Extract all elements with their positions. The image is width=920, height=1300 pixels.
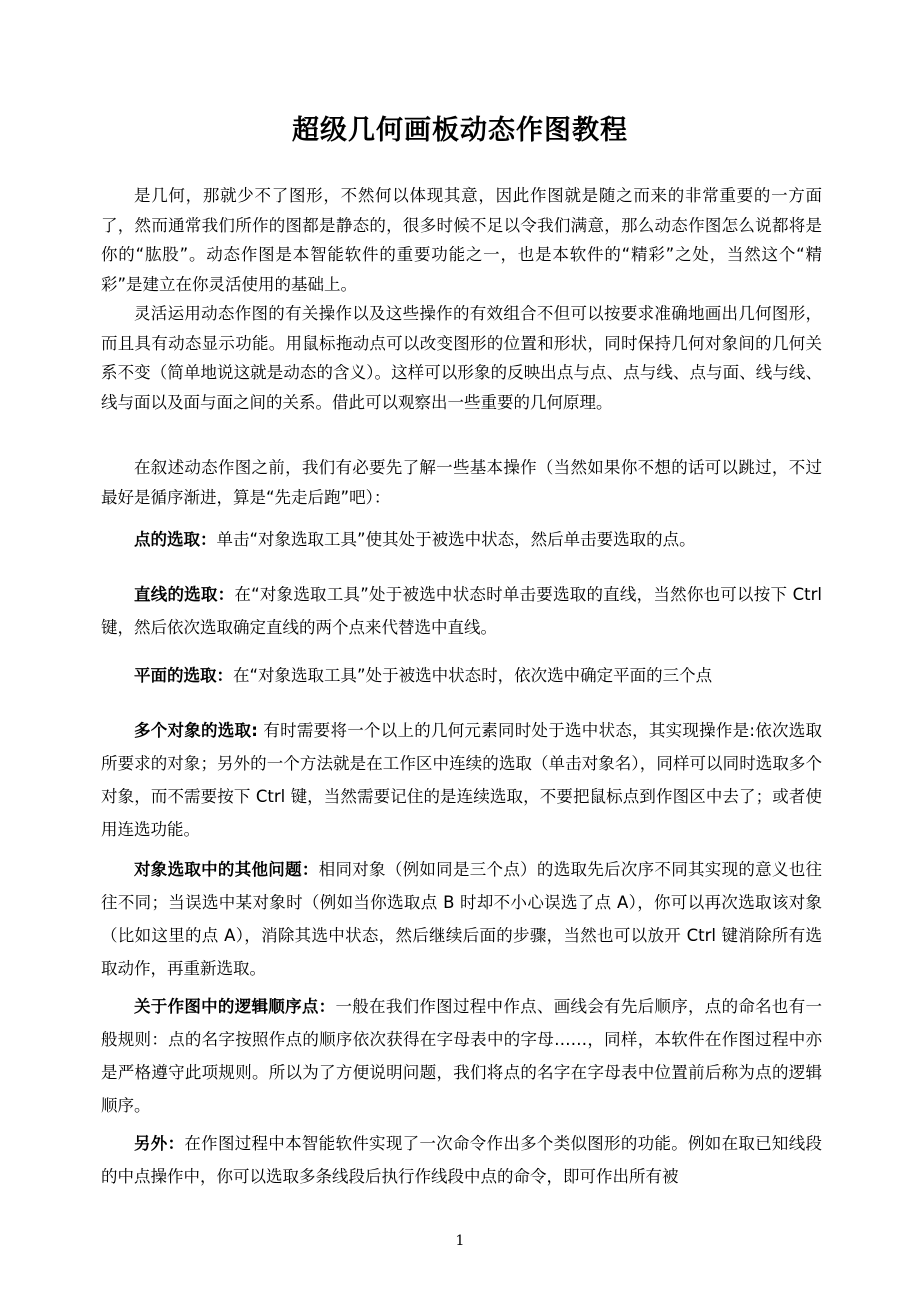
additionally-paragraph (101, 1127, 822, 1193)
line-selection-paragraph (101, 578, 822, 644)
intro-paragraph-1: 是几何，那就少不了图形，不然何以体现其意，因此作图就是随之而来的非常重要的一方面了，然而通常我们所作的图都是静态的，很多时候不足以令我们满意，那么动态作图怎么说都将是你的“肱股”。动态作图是本智能软件的重要功能之一，也是本软件的“精彩”之处，当然这个“精彩”是建立在你灵活使用的基础上。 (101, 186, 822, 294)
other-issues-text: 相同对象（例如同是三个点）的选取先后次序不同其实现的意义也往往不同；当误选中某对象时（例如当你选取点 B 时却不小心误选了点 A），你可以再次选取该对象（比如这里的点 A），消除其选中状态，然后继续后面的步骤，当然也可以放开 Ctrl 键消除所有选取动作，再重新选取。 (101, 860, 823, 978)
logic-order-heading: 关于作图中的逻辑顺序点： (134, 997, 336, 1016)
intro-paragraph-2: 灵活运用动态作图的有关操作以及这些操作的有效组合不但可以按要求准确地画出几何图形，而且具有动态显示功能。用鼠标拖动点可以改变图形的位置和形状，同时保持几何对象间的几何关系不变（简单地说这就是动态的含义）。这样可以形象的反映出点与点、点与线、点与面、线与线、线与面以及面与面之间的关系。借此可以观察出一些重要的几何原理。 (101, 304, 822, 412)
multi-selection-paragraph (101, 714, 822, 846)
logic-order-text: 一般在我们作图过程中作点、画线会有先后顺序，点的命名也有一般规则：点的名字按照作点的顺序依次获得在字母表中的字母……，同样，本软件在作图过程中亦是严格遵守此项规则。所以为了方便说明问题，我们将点的名字在字母表中位置前后称为点的逻辑顺序。 (101, 997, 823, 1115)
line-selection-text: 在“对象选取工具”处于被选中状态时单击要选取的直线，当然你也可以按下 Ctrl 键，然后依次选取确定直线的两个点来代替选中直线。 (101, 585, 823, 637)
line-selection-heading: 直线的选取： (134, 585, 235, 604)
additionally-heading: 另外： (134, 1134, 185, 1153)
point-selection-heading: 点的选取： (134, 530, 217, 549)
multi-selection-heading: 多个对象的选取: (134, 721, 258, 740)
logic-order-paragraph (101, 990, 822, 1122)
other-issues-heading: 对象选取中的其他问题： (134, 860, 319, 879)
additionally-text: 在作图过程中本智能软件实现了一次命令作出多个类似图形的功能。例如在取已知线段的中点操作中，你可以选取多条线段后执行作线段中点的命令，即可作出所有被 (101, 1134, 823, 1186)
intro-paragraph-3: 在叙述动态作图之前，我们有必要先了解一些基本操作（当然如果你不想的话可以跳过，不过最好是循序渐进，算是“先走后跑”吧）： (101, 458, 822, 507)
plane-selection-heading: 平面的选取： (134, 666, 233, 685)
other-issues-paragraph (101, 853, 822, 985)
point-selection-paragraph (101, 528, 822, 552)
multi-selection-text: 有时需要将一个以上的几何元素同时处于选中状态，其实现操作是:依次选取所要求的对象；另外的一个方法就是在工作区中连续的选取（单击对象名），同样可以同时选取多个对象，而不需要按下 Ctrl 键，当然需要记住的是连续选取，不要把鼠标点到作图区中去了；或者使用连选功能。 (101, 721, 822, 839)
page-number: 1 (455, 1233, 465, 1249)
document-title: 超级几何画板动态作图教程 (292, 115, 628, 146)
point-selection-text: 单击“对象选取工具”使其处于被选中状态，然后单击要选取的点。 (216, 530, 696, 549)
plane-selection-paragraph (101, 664, 822, 688)
plane-selection-text: 在“对象选取工具”处于被选中状态时，依次选中确定平面的三个点 (233, 666, 713, 685)
